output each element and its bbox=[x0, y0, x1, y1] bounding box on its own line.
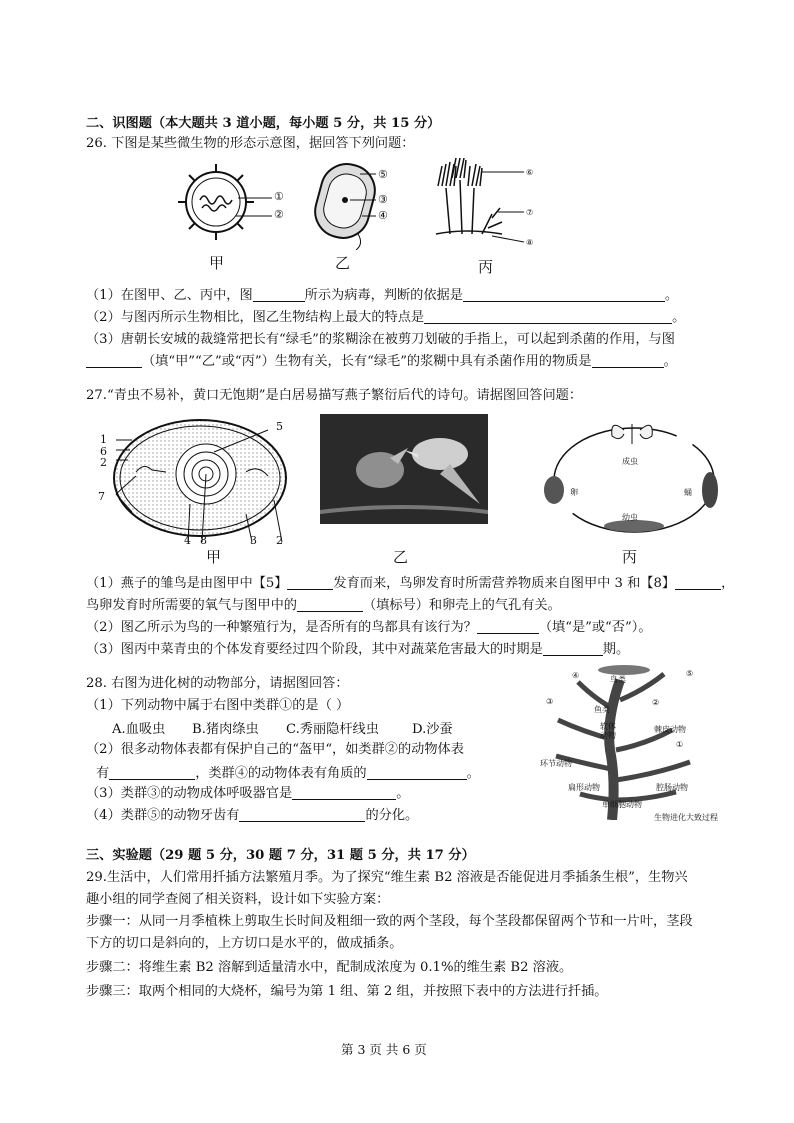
egg-label-4: 4 bbox=[184, 534, 191, 547]
swallow-feeding-photo bbox=[320, 414, 488, 524]
figure-caption-yi: 乙 bbox=[335, 254, 351, 272]
question-28-stem: 28. 右图为进化树的动物部分，请据图回答： bbox=[86, 676, 349, 691]
egg-label-8: 8 bbox=[200, 534, 207, 547]
answer-blank[interactable] bbox=[297, 597, 363, 612]
tree-label-2: ② bbox=[652, 698, 660, 707]
q28-part4: （4）类群⑤的动物牙齿有 的分化。 bbox=[86, 808, 419, 823]
q27-part1: （1）燕子的雏鸟是由图甲中【5】 发育而来，鸟卵发育时所需营养物质来自图甲中 3 和【8】 ， bbox=[86, 576, 735, 591]
bacterium-label-4: ④ bbox=[378, 209, 388, 222]
evolution-tree-figure bbox=[530, 660, 730, 820]
tree-label-fish: 鱼类 bbox=[594, 705, 610, 714]
option-b: B.猪肉绦虫 bbox=[192, 722, 259, 737]
answer-blank[interactable] bbox=[675, 575, 721, 590]
egg-figure bbox=[96, 412, 296, 552]
tree-label-5: ⑤ bbox=[686, 669, 694, 678]
answer-blank[interactable] bbox=[253, 287, 305, 302]
q26-part1: （1）在图甲、乙、丙中，图 所示为病毒，判断的依据是 。 bbox=[86, 288, 679, 303]
q27-part1-cont: 鸟卵发育时所需要的氧气与图甲中的 （填标号）和卵壳上的气孔有关。 bbox=[86, 598, 561, 613]
answer-blank[interactable] bbox=[292, 785, 396, 800]
egg-label-3: 3 bbox=[250, 534, 257, 547]
q29-line-2: 趣小组的同学查阅了相关资料，设计如下实验方案： bbox=[86, 892, 390, 907]
fungus-label-8: ⑧ bbox=[526, 238, 534, 247]
option-c: C.秀丽隐杆线虫 bbox=[286, 722, 379, 737]
virus-label-2: ② bbox=[274, 208, 284, 221]
tree-label-4: ④ bbox=[572, 671, 580, 680]
section-title: 三、实验题（29 题 5 分，30 题 7 分，31 题 5 分，共 17 分） bbox=[86, 848, 475, 863]
figure-caption-yi: 乙 bbox=[393, 548, 409, 566]
option-a: A.血吸虫 bbox=[112, 722, 166, 737]
answer-blank[interactable] bbox=[86, 353, 142, 368]
egg-label-6: 6 bbox=[100, 445, 107, 458]
virus-label-1: ① bbox=[274, 190, 284, 203]
tree-label-birds: 鸟类 bbox=[610, 675, 626, 684]
egg-label-2: 2 bbox=[100, 456, 107, 469]
q29-step-1: 步骤一：从同一月季植株上剪取生长时间及粗细一致的两个茎段，每个茎段都保留两个节和一片叶，茎段 bbox=[86, 914, 693, 929]
answer-blank[interactable] bbox=[367, 765, 467, 780]
q29-step-2: 步骤二：将维生素 B2 溶解到适量清水中，配制成浓度为 0.1%的维生素 B2 溶液。 bbox=[86, 960, 573, 975]
answer-blank[interactable] bbox=[463, 287, 665, 302]
virus-figure bbox=[176, 160, 296, 250]
figure-caption-bing: 丙 bbox=[622, 548, 638, 566]
q28-part2: （2）很多动物体表都有保护自己的“盔甲“，如类群②的动物体表 bbox=[86, 742, 464, 757]
fungus-label-7: ⑦ bbox=[526, 208, 534, 217]
tree-label-annelid: 环节动物 bbox=[540, 759, 572, 768]
option-d: D.沙蚕 bbox=[412, 722, 453, 737]
bacterium-figure bbox=[314, 160, 404, 250]
q27-part3: （3）图丙中菜青虫的个体发育要经过四个阶段，其中对蔬菜危害最大的时期是 期。 bbox=[86, 642, 630, 657]
tree-label-protozoa: 单细胞动物 bbox=[602, 800, 642, 809]
answer-blank[interactable] bbox=[287, 575, 333, 590]
egg-label-2b: 2 bbox=[276, 534, 283, 547]
tree-label-echinoderm: 棘皮动物 bbox=[654, 725, 686, 734]
page-number: 第 3 页 共 6 页 bbox=[341, 1042, 427, 1057]
answer-blank[interactable] bbox=[592, 353, 664, 368]
tree-label-coelenterate: 腔肠动物 bbox=[656, 783, 688, 792]
tree-label-1: ① bbox=[676, 740, 684, 749]
egg-label-5: 5 bbox=[276, 420, 283, 433]
figure-caption-jia: 甲 bbox=[206, 548, 222, 566]
cycle-label-pupa: 蛹 bbox=[684, 488, 692, 497]
cycle-label-larva: 幼虫 bbox=[622, 513, 638, 522]
tree-caption: 生物进化大致过程 bbox=[654, 813, 718, 822]
q28-part1: （1）下列动物中属于右图中类群①的是（ ） bbox=[86, 698, 350, 713]
egg-label-7: 7 bbox=[98, 490, 105, 503]
answer-blank[interactable] bbox=[109, 765, 195, 780]
cycle-label-egg: 卵 bbox=[570, 488, 578, 497]
tree-label-flatworm: 扁形动物 bbox=[568, 783, 600, 792]
fungus-label-6: ⑥ bbox=[526, 168, 534, 177]
figure-caption-bing: 丙 bbox=[478, 258, 494, 276]
q26-part3: （3）唐朝长安城的裁缝常把长有“绿毛”的浆糊涂在被剪刀划破的手指上，可以起到杀菌的作用，与图 bbox=[86, 332, 675, 347]
bacterium-label-5: ⑤ bbox=[378, 168, 388, 181]
tree-label-3: ③ bbox=[546, 697, 554, 706]
q26-part3-cont: （填“甲”“乙”或“丙”）生物有关，长有“绿毛”的浆糊中具有杀菌作用的物质是 。 bbox=[86, 352, 677, 372]
answer-blank[interactable] bbox=[543, 641, 603, 656]
q29-step-1-cont: 下方的切口是斜向的，上方切口是水平的，做成插条。 bbox=[86, 936, 403, 951]
tree-label-mollusk: 软体 动物 bbox=[600, 722, 616, 740]
answer-blank[interactable] bbox=[239, 807, 365, 822]
q28-part2-cont: 有 ，类群④的动物体表有角质的 。 bbox=[96, 766, 480, 781]
egg-label-1: 1 bbox=[100, 433, 107, 446]
q28-part3: （3）类群③的动物成体呼吸器官是 。 bbox=[86, 786, 410, 801]
figure-caption-jia: 甲 bbox=[209, 254, 225, 272]
answer-blank[interactable] bbox=[424, 309, 672, 324]
question-26-stem: 26. 下图是某些微生物的形态示意图，据回答下列问题： bbox=[86, 136, 415, 151]
q29-step-3: 步骤三：取两个相同的大烧杯，编号为第 1 组、第 2 组，并按照下表中的方法进行扦插。 bbox=[86, 984, 608, 999]
butterfly-life-cycle bbox=[540, 416, 730, 544]
cycle-label-adult: 成虫 bbox=[622, 457, 638, 466]
q29-line-1: 29.生活中，人们常用扦插方法繁殖月季。为了探究“维生素 B2 溶液是否能促进月季插条生根”，生物兴 bbox=[86, 870, 688, 885]
question-27-stem: 27.“青虫不易补，黄口无饱期”是白居易描写燕子繁衍后代的诗句。请据图回答问题： bbox=[86, 388, 583, 403]
answer-blank[interactable] bbox=[477, 619, 539, 634]
bacterium-label-3: ③ bbox=[378, 193, 388, 206]
q27-part2: （2）图乙所示为鸟的一种繁殖行为，是否所有的鸟都具有该行为？ （填“是”或“否”）。 bbox=[86, 620, 652, 635]
section-title: 二、识图题（本大题共 3 道小题，每小题 5 分，共 15 分） bbox=[86, 116, 441, 131]
q26-part2: （2）与图丙所示生物相比，图乙生物结构上最大的特点是 。 bbox=[86, 310, 686, 325]
